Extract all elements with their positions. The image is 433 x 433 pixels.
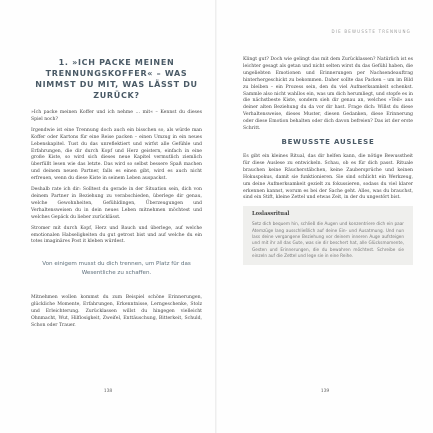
body-paragraph: Stromer mit durch Kopf, Herz und Bauch und überlege, auf welche emotionalen Habseligkeiten du gut getrost bist und auf welche du ein totes imaginäres Post it kleben würdest. (31, 225, 202, 245)
body-paragraph: Irgendwie ist eine Trennung doch auch ein bisschen so, als würde man Koffer oder Kartons für eine Reise packen – einen Umzug in ein neues Lebenskapitel. Tust du das unreflektiert und wirfst alle Gefühle und Erfahrungen, die dir durch Kopf und Herz geistern, einfach in eine große Kiste, so wird sich dieses neue Kapitel vermutlich ziemlich überfüllt lesen wie das letzte. Das wird so selbst bessere Spaß machen und deinem neuen Partner, falls es einen gibt, wird es auch nicht erfreuen, wenn du diese Kiste in seinem Leben auspackst. (31, 127, 202, 182)
chapter-title: 1. »ICH PACKE MEINEN TRENNUNGSKOFFER« – WAS NIMMST DU MIT, WAS LÄSST DU ZURÜCK? (35, 58, 198, 100)
body-paragraph: Deshalb rate ich dir: Solltest du gerade in der Situation sein, dich von deinem Partner in Beziehung zu verabschieden, überlege dir genau, welche Gewohnheiten, Gefühldingen, Überzeugungen und Verhaltensweisen du in dein neues Leben mitnehmen möchtest und welches Gepäck du lieber zurücklässt. (31, 187, 202, 220)
body-paragraph: Klingt gut? Doch wie gelingt das mit dem Zurücklassen? Natürlich ist es leichter gesagt als getan und nicht selten wirst du das Gefühl haben, die ungeliebten Emotionen und Erinnerungen per Nachsendeauftrag hinterhergeschickt zu bekommen. Daher sollte das Packen – um im Bild zu bleiben – ein Prozess sein, den du viel Aufmerksamkeit schenkst. Sammle also nicht wahllos ein, was um dich herumliegt, und stopfe es in die nächstbeste Kiste, sondern sieh dir genau an, welches »Teil« aus deiner alten Beziehung du da vor dir hast. Frage dich: Willst du diese Verhaltensweise, dieses Muster, diesen Gedanken, diese Erinnerung oder diese Emotion behalten oder dich davon befreien? Das ist der erste Schritt. (243, 57, 413, 132)
exercise-text: Setz dich bequem hin, schließ die Augen und konzentriere dich ein paar Atemzüge lang ausschließlich auf deine Ein- und Ausatmung. Und nun lass deine vergangene Beziehung vor deinem inneren Auge aufsteigen und mit ihr all das Gute, was sie dir beschert hat, alle Glücksmomente, Gesten und Erinnerungen, die du bewahren möchtest. Schreibe sie einzeln auf die Zettel und lege sie in eine Reihe. (252, 221, 404, 258)
running-head: DIE BEWUSSTE TRENNUNG (331, 29, 411, 34)
right-page (217, 0, 433, 433)
pull-quote: Von einigem musst du dich trennen, um Platz für das Wesentliche zu schaffen. (42, 261, 191, 276)
page-number: 138 (103, 389, 113, 394)
left-page (0, 0, 216, 433)
exercise-box (243, 206, 413, 265)
page-number: 139 (320, 389, 330, 394)
exercise-title: Loslassritual (252, 211, 290, 218)
section-title: BEWUSSTE AUSLESE (281, 137, 375, 146)
body-paragraph: »Ich packe meinen Koffer und ich nehme … mit« – Kennst du dieses Spiel noch? (31, 110, 202, 122)
body-paragraph: Mitnehmen wollen kommst du zum Beispiel schöne Erinnerungen, glückliche Momente, Erfahrungen, Erkenntnisse, Lerngeschenke, Stolz und Erleichterung. Zurücklassen willst du hingegen vielleicht Ohnmacht, Wut, Hilflosigkeit, Zweifel, Enttäuschung, Bitterkeit, Schuld, Schon oder Trauer. (31, 295, 202, 328)
body-paragraph: Es gibt ein kleines Ritual, das dir helfen kann, die nötige Bewusstheit für diese Auslese zu entwickeln. Schau, ob es für dich passt. Rituale brauchen keine Räucherstäbchen, keine Zaubersprüche und keinen Hokuspokus, damit sie funktionieren. Sie sind schlicht ein Werkzeug, um deine Aufmerksamkeit gezielt zu fokussieren, sodass du viel klarer erkennen kannst, worum es bei der Sache geht. Alles, was du brauchst, sind ein Stift, kleine Zettel und etwas Zeit, in der du ungestört bist. (243, 153, 413, 201)
